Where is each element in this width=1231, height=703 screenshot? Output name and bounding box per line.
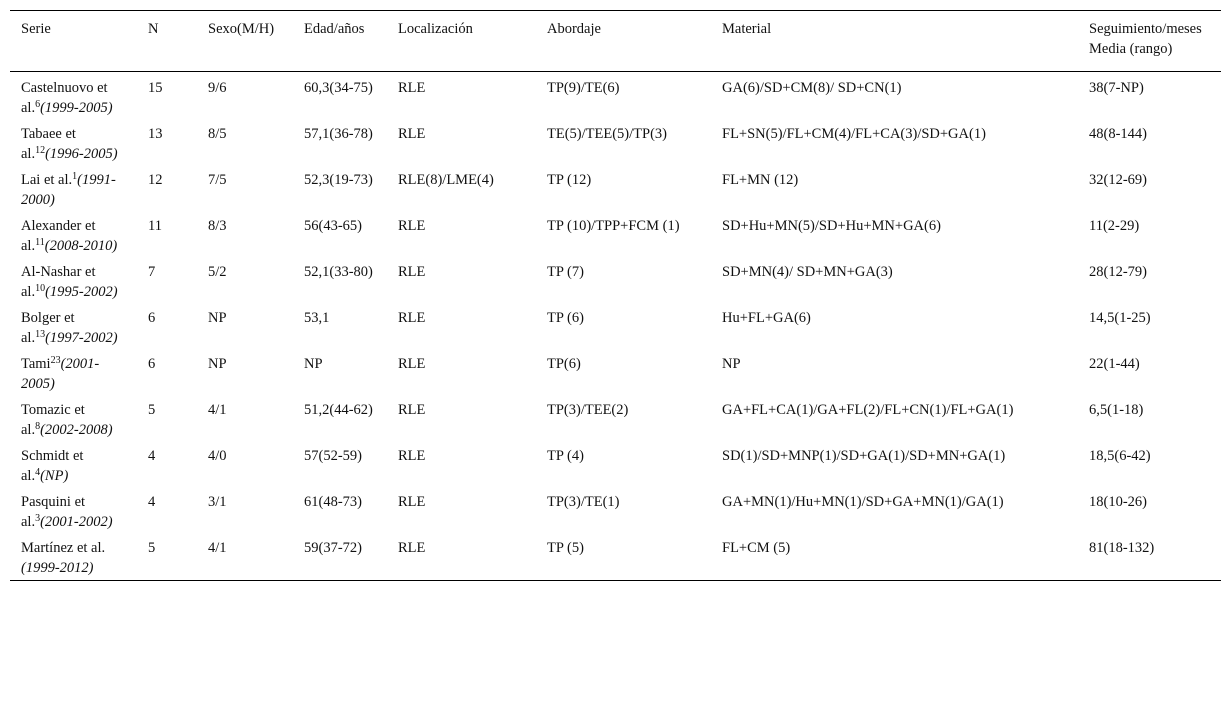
column-header (1078, 11, 1221, 72)
cell-location: RLE (398, 402, 426, 418)
cell-material: GA(6)/SD+CM(8)/ SD+CN(1) (722, 80, 902, 96)
cell-sex: NP (208, 310, 227, 326)
cell-sex: 3/1 (208, 494, 227, 510)
cell-material: NP (722, 356, 741, 372)
cell-followup: 18(10-26) (1089, 494, 1147, 510)
cell-n: 7 (148, 264, 156, 280)
table-row (10, 72, 1221, 119)
table-row (10, 532, 1221, 581)
cell-sex: 5/2 (208, 264, 227, 280)
column-header-text: Seguimiento/meses (1089, 21, 1202, 37)
cell-serie (10, 118, 137, 164)
column-header-text: Edad/años (304, 21, 365, 37)
column-header (293, 11, 387, 72)
cell-n: 6 (148, 310, 156, 326)
column-header-text: Material (722, 21, 772, 37)
study-period: (1991-2000) (21, 172, 116, 208)
cell-approach: TP(9)/TE(6) (547, 80, 620, 96)
author-name: Bolger et al. (21, 310, 75, 346)
cell-approach: TP (10)/TPP+FCM (1) (547, 218, 680, 234)
reference-number: 8 (35, 421, 41, 432)
cell-age: NP (304, 356, 323, 372)
table-row (10, 440, 1221, 486)
cell-age: 61(48-73) (304, 494, 362, 510)
cell-location: RLE (398, 80, 426, 96)
cell-serie (10, 302, 137, 348)
study-period: (1997-2002) (45, 330, 118, 346)
reference-number: 11 (35, 237, 45, 248)
author-name: Tabaee et al. (21, 126, 76, 162)
cell-age: 52,3(19-73) (304, 172, 373, 188)
cell-material: FL+MN (12) (722, 172, 799, 188)
cell-age: 60,3(34-75) (304, 80, 373, 96)
study-period: (1999-2012) (21, 560, 94, 576)
cell-approach: TP (6) (547, 310, 584, 326)
column-header (536, 11, 711, 72)
cell-approach: TP (5) (547, 540, 584, 556)
author-name: Martínez et al. (21, 540, 106, 556)
cell-location: RLE (398, 448, 426, 464)
cell-serie (10, 72, 137, 119)
column-header-text: Localización (398, 21, 473, 37)
cell-n: 12 (148, 172, 163, 188)
column-header (387, 11, 536, 72)
table-row (10, 118, 1221, 164)
cell-location: RLE (398, 126, 426, 142)
cell-approach: TP(3)/TE(1) (547, 494, 620, 510)
cell-sex: 7/5 (208, 172, 227, 188)
table-row (10, 348, 1221, 394)
study-period: (NP) (40, 468, 69, 484)
cell-approach: TP (4) (547, 448, 584, 464)
cell-approach: TE(5)/TEE(5)/TP(3) (547, 126, 667, 142)
cell-age: 57(52-59) (304, 448, 362, 464)
reference-number: 3 (35, 513, 41, 524)
cell-serie (10, 486, 137, 532)
cell-followup: 18,5(6-42) (1089, 448, 1151, 464)
cell-followup: 22(1-44) (1089, 356, 1140, 372)
reference-number: 13 (35, 329, 46, 340)
table-row (10, 394, 1221, 440)
cell-approach: TP(3)/TEE(2) (547, 402, 629, 418)
cell-followup: 32(12-69) (1089, 172, 1147, 188)
cell-n: 15 (148, 80, 163, 96)
study-period: (2001-2002) (40, 514, 113, 530)
table-row (10, 164, 1221, 210)
cell-serie (10, 394, 137, 440)
cell-approach: TP (12) (547, 172, 592, 188)
cell-serie (10, 440, 137, 486)
cell-sex: 4/0 (208, 448, 227, 464)
table-row (10, 302, 1221, 348)
table-row (10, 486, 1221, 532)
cell-location: RLE(8)/LME(4) (398, 172, 494, 188)
cell-sex: NP (208, 356, 227, 372)
author-name: Alexander et al. (21, 218, 96, 254)
study-period: (1995-2002) (45, 284, 118, 300)
cell-followup: 38(7-NP) (1089, 80, 1144, 96)
cell-approach: TP(6) (547, 356, 581, 372)
cell-material: Hu+FL+GA(6) (722, 310, 811, 326)
cell-age: 51,2(44-62) (304, 402, 373, 418)
cell-material: SD+Hu+MN(5)/SD+Hu+MN+GA(6) (722, 218, 941, 234)
cell-material: SD(1)/SD+MNP(1)/SD+GA(1)/SD+MN+GA(1) (722, 448, 1006, 464)
cell-n: 6 (148, 356, 156, 372)
cell-followup: 6,5(1-18) (1089, 402, 1144, 418)
cell-sex: 4/1 (208, 402, 227, 418)
cell-n: 11 (148, 218, 162, 234)
cell-material: FL+CM (5) (722, 540, 791, 556)
cell-followup: 28(12-79) (1089, 264, 1147, 280)
column-header (10, 11, 137, 72)
cell-n: 5 (148, 402, 156, 418)
cell-location: RLE (398, 540, 426, 556)
author-name: Castelnuovo et al. (21, 80, 108, 116)
author-name: Schmidt et al. (21, 448, 84, 484)
cell-material: FL+SN(5)/FL+CM(4)/FL+CA(3)/SD+GA(1) (722, 126, 986, 142)
cell-n: 5 (148, 540, 156, 556)
cell-serie (10, 532, 137, 581)
cell-followup: 14,5(1-25) (1089, 310, 1151, 326)
reference-number: 4 (35, 467, 41, 478)
table-header-row (10, 11, 1221, 72)
cell-age: 57,1(36-78) (304, 126, 373, 142)
cell-sex: 8/3 (208, 218, 227, 234)
cell-serie (10, 348, 137, 394)
cell-location: RLE (398, 264, 426, 280)
author-name: Tomazic et al. (21, 402, 85, 438)
reference-number: 23 (50, 355, 61, 366)
cell-material: GA+FL+CA(1)/GA+FL(2)/FL+CN(1)/FL+GA(1) (722, 402, 1014, 418)
author-name: Tami (21, 356, 51, 372)
column-header-text: Abordaje (547, 21, 601, 37)
reference-number: 6 (35, 99, 41, 110)
cell-serie (10, 164, 137, 210)
column-header-text: N (148, 21, 159, 37)
cell-sex: 8/5 (208, 126, 227, 142)
cell-location: RLE (398, 310, 426, 326)
study-period: (1999-2005) (40, 100, 113, 116)
table-row (10, 256, 1221, 302)
cell-location: RLE (398, 356, 426, 372)
series-comparison-table (10, 10, 1221, 581)
cell-sex: 9/6 (208, 80, 227, 96)
column-header (711, 11, 1078, 72)
cell-followup: 48(8-144) (1089, 126, 1147, 142)
column-header (137, 11, 197, 72)
column-header-text: Sexo(M/H) (208, 21, 275, 37)
study-period: (1996-2005) (45, 146, 118, 162)
cell-followup: 81(18-132) (1089, 540, 1155, 556)
table-body (10, 72, 1221, 581)
study-period: (2002-2008) (40, 422, 113, 438)
author-name: Al-Nashar et al. (21, 264, 96, 300)
cell-followup: 11(2-29) (1089, 218, 1140, 234)
cell-material: SD+MN(4)/ SD+MN+GA(3) (722, 264, 893, 280)
column-header (197, 11, 293, 72)
reference-number: 10 (35, 283, 46, 294)
cell-material: GA+MN(1)/Hu+MN(1)/SD+GA+MN(1)/GA(1) (722, 494, 1004, 510)
study-period: (2008-2010) (44, 238, 118, 254)
cell-serie (10, 210, 137, 256)
cell-approach: TP (7) (547, 264, 584, 280)
cell-n: 4 (148, 448, 156, 464)
cell-location: RLE (398, 494, 426, 510)
cell-age: 52,1(33-80) (304, 264, 373, 280)
cell-location: RLE (398, 218, 426, 234)
author-name: Lai et al. (21, 172, 73, 188)
study-period: (2001-2005) (21, 356, 100, 392)
cell-n: 13 (148, 126, 163, 142)
cell-serie (10, 256, 137, 302)
cell-age: 59(37-72) (304, 540, 362, 556)
column-header-text: Media (rango) (1089, 41, 1173, 57)
cell-age: 53,1 (304, 310, 330, 326)
data-table-container (10, 10, 1221, 581)
reference-number: 1 (72, 171, 78, 182)
author-name: Pasquini et al. (21, 494, 86, 530)
cell-n: 4 (148, 494, 156, 510)
cell-sex: 4/1 (208, 540, 227, 556)
cell-age: 56(43-65) (304, 218, 362, 234)
reference-number: 12 (35, 145, 46, 156)
table-row (10, 210, 1221, 256)
column-header-text: Serie (21, 21, 51, 37)
